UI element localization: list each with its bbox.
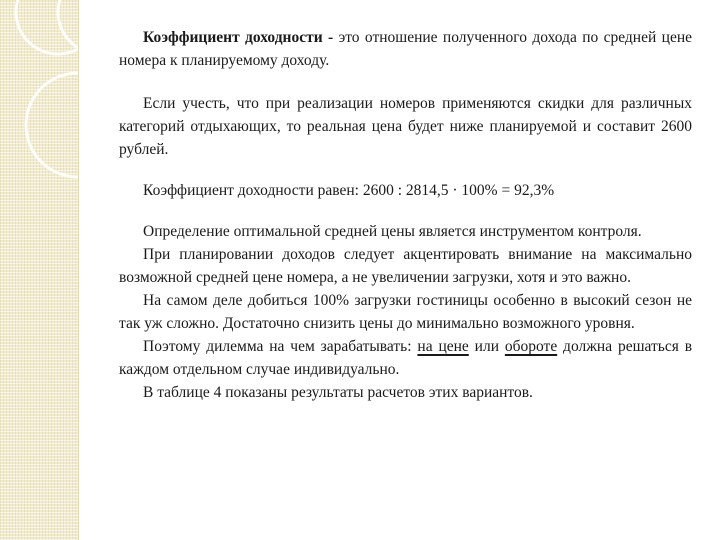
term-bold: Коэффициент доходности -: [143, 29, 334, 46]
paragraph-definition: [119, 26, 692, 72]
underlined-price: на цене: [417, 338, 469, 355]
paragraph-planning: При планировании доходов следует акцентировать внимание на максимально возможной средней цене номера, а не увеличении загрузки, хотя и это важно.: [119, 246, 692, 286]
dilemma-text-before: Поэтому дилемма на чем зарабатывать:: [143, 338, 418, 355]
paragraph-optimal-price: Определение оптимальной средней цены является инструментом контроля.: [143, 223, 642, 240]
document-body: [119, 26, 692, 404]
paragraph-occupancy: На самом деле добиться 100% загрузки гостиницы особенно в высокий сезон не так уж сложно. Достаточно снизить цены до минимально возможного уровня.: [119, 292, 692, 332]
paragraph-dilemma: [119, 335, 692, 381]
definition-text: это отношение полученного дохода по средней цене номера к планируемому доходу.: [119, 29, 692, 69]
dilemma-text-middle: или: [468, 338, 505, 355]
dilemma-text-after: должна решаться в каждом отдельном случае индивидуально.: [119, 338, 693, 378]
decorative-side-band: [0, 0, 79, 540]
paragraph-formula: Коэффициент доходности равен: 2600 : 2814,5 · 100% = 92,3%: [143, 182, 555, 199]
paragraph-table-reference: В таблице 4 показаны результаты расчетов этих вариантов.: [143, 384, 533, 401]
paragraph-discounts: Если учесть, что при реализации номеров применяются скидки для различных категорий отдыхающих, то реальная цена будет ниже планируемой и составит 2600 рублей.: [119, 95, 692, 158]
decorative-circles: [0, 0, 78, 540]
underlined-turnover: обороте: [504, 338, 558, 355]
